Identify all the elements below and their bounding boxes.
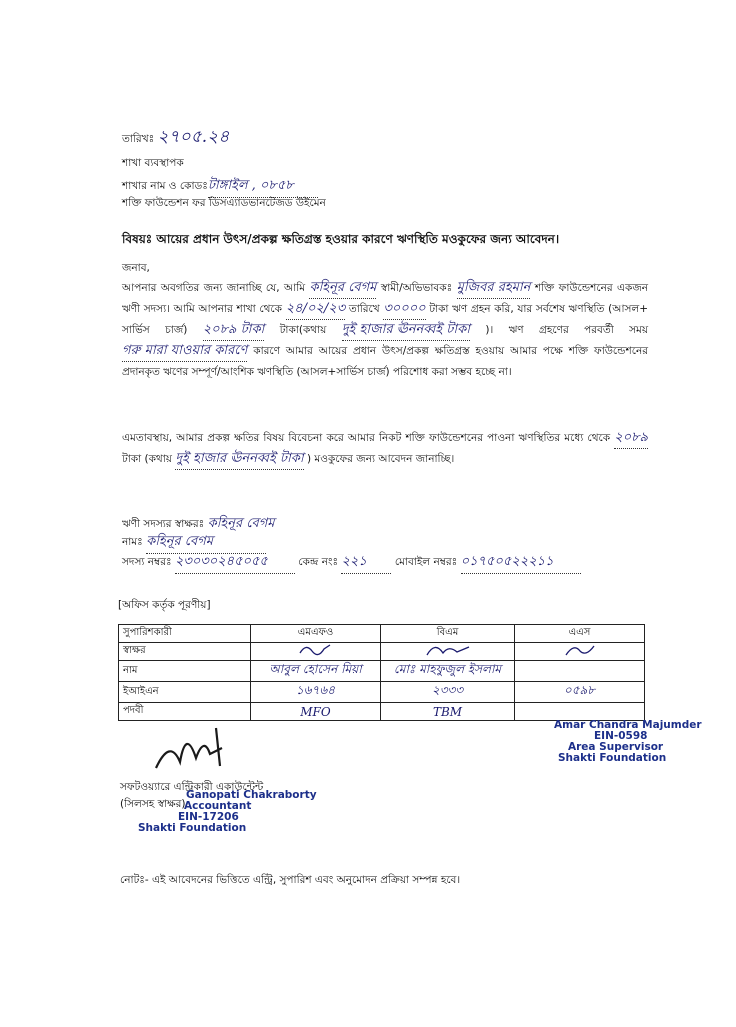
name-cell: মোঃ মাহফুজুল ইসলাম xyxy=(381,661,515,682)
center-value: ২২১ xyxy=(341,552,391,574)
table-row xyxy=(119,625,645,643)
stamp-line: EIN-17206 xyxy=(178,811,239,823)
p1-text-a: আপনার অবগতির জন্য জানাচ্ছি যে, আমি xyxy=(122,282,306,294)
p2-text-a: এমতাবস্থায়, আমার প্রকল্প ক্ষতির বিষয় বিবেচনা করে আমার নিকট শক্তি ফাউন্ডেশনের পাওনা ঋণস্থিতির মধ্যে থেকে xyxy=(122,432,611,444)
member-name-label: নামঃ xyxy=(122,536,143,548)
balance-filled: ২০৮৯ টাকা xyxy=(203,320,265,341)
signature-cell xyxy=(251,643,381,661)
p1-text-h: কারণে আমার আয়ের প্রধান উৎস/প্রকল্প ক্ষতিগ্রস্ত হওয়ায় আমার পক্ষে শক্তি ফাউন্ডেশনের প্রদানকৃত ঋণের সম্পূর্ণ/আংশিক ঋণস্থিতি (আসল+সার্ভিস চার্জ) পরিশোধ করা সম্ভব হচ্ছে না। xyxy=(122,345,648,378)
ein-cell: ০৫৯৮ xyxy=(515,682,645,703)
recipient-title: শাখা ব্যবস্থাপক xyxy=(122,157,184,169)
date-label: তারিখঃ xyxy=(122,133,155,145)
p1-text-e: টাকা ঋণ গ্রহন করি, যার সর্বশেষ ঋণস্থিতি (আসল+ সার্ভিস চার্জ) xyxy=(122,303,649,336)
p1-text-b: স্বামী/অভিভাবকঃ xyxy=(380,282,453,294)
salutation: জনাব, xyxy=(122,262,150,274)
row-label: পদবী xyxy=(119,703,251,721)
member-signature: কহিনূর বেগম xyxy=(207,516,275,531)
branch-label: শাখার নাম ও কোডঃ xyxy=(122,180,208,192)
p1-text-d: তারিখে xyxy=(348,303,380,315)
center-label: কেন্দ্র নংঃ xyxy=(298,556,339,568)
branch-line xyxy=(122,176,318,198)
signature-mark xyxy=(560,643,600,657)
member-name-line xyxy=(122,532,266,554)
stamp-line: Shakti Foundation xyxy=(558,752,667,764)
name-cell xyxy=(515,661,645,682)
row-label: নাম xyxy=(119,661,251,682)
p2-text-c: ) মওকুফের জন্য আবেদন জানাচ্ছি। xyxy=(306,453,455,465)
waiver-words-filled: দুই হাজার ঊননব্বই টাকা xyxy=(175,449,303,470)
reason-filled: গরু মারা যাওয়ার কারণে xyxy=(122,341,247,362)
subject-text: আয়ের প্রধান উৎস/প্রকল্প ক্ষতিগ্রস্ত হওয়ার কারণে ঋণস্থিতি মওকুফের জন্য আবেদন। xyxy=(156,232,560,246)
accountant-caption-seal: (সিলসহ স্বাক্ষর) xyxy=(120,798,186,810)
table-header: সুপারিশকারী xyxy=(119,625,251,643)
row-label: স্বাক্ষর xyxy=(119,643,251,661)
paragraph-2 xyxy=(122,428,648,470)
p1-text-g: )। ঋণ গ্রহণের পরবর্তী সময় xyxy=(485,324,649,336)
footer-note: নোটঃ- এই আবেদনের ভিত্তিতে এন্ট্রি, সুপারিশ এবং অনুমোদন প্রক্রিয়া সম্পন্ন হবে। xyxy=(120,874,461,886)
stamp-line: Shakti Foundation xyxy=(138,822,247,834)
row-label: ইআইএন xyxy=(119,682,251,703)
area-supervisor-stamp xyxy=(554,720,702,764)
p1-text-c: শক্তি ফাউন্ডেশনের একজন ঋণী সদস্য। আমি আপনার শাখা থেকে xyxy=(122,282,649,315)
ein-cell: ১৬৭৬৪ xyxy=(251,682,381,703)
stamp-line: Amar Chandra Majumder xyxy=(554,719,702,731)
signature-mark xyxy=(423,643,473,657)
member-numbers-line xyxy=(122,552,581,574)
ein-cell: ২৩৩৩ xyxy=(381,682,515,703)
stamp-line: Area Supervisor xyxy=(568,741,664,753)
org-name: শক্তি ফাউন্ডেশন ফর ডিসএ্যাডভানটেজড উইমেন xyxy=(122,197,326,209)
stamp-line: EIN-0598 xyxy=(594,730,648,742)
accountant-caption: সফটওয়্যারে এন্ট্রিকারী একাউন্টেন্ট xyxy=(120,781,264,793)
table-header: এমএফও xyxy=(251,625,381,643)
table-row xyxy=(119,682,645,703)
paragraph-1 xyxy=(122,278,648,382)
branch-value: টাঙ্গাইল , ০৮৫৮ xyxy=(208,176,318,198)
accountant-signature xyxy=(150,718,240,778)
designation-cell: TBM xyxy=(381,703,515,721)
table-row xyxy=(119,643,645,661)
signature-cell xyxy=(515,643,645,661)
table-header: এএস xyxy=(515,625,645,643)
member-name-filled: কহিনূর বেগম xyxy=(309,278,376,299)
signature-cell xyxy=(381,643,515,661)
signature-mark xyxy=(296,643,336,657)
member-signature-label: ঋণী সদস্যর স্বাক্ষরঃ xyxy=(122,518,205,530)
member-no-label: সদস্য নম্বরঃ xyxy=(122,556,172,568)
designation-cell xyxy=(515,703,645,721)
member-name-value: কহিনূর বেগম xyxy=(146,532,266,554)
loan-amount-filled: ৩০০০০ xyxy=(383,299,425,320)
balance-words-filled: দুই হাজার ঊননব্বই টাকা xyxy=(342,320,470,341)
date-value: ২৭০৫.২৪ xyxy=(157,127,230,147)
office-caption: [অফিস কর্তৃক পূরণীয়] xyxy=(118,599,211,611)
member-no-value: ২৩০৩০২৪৫০৫৫ xyxy=(175,552,295,574)
accountant-stamp xyxy=(138,790,317,834)
date-line xyxy=(122,124,229,152)
waiver-amount-filled: ২০৮৯ xyxy=(614,428,648,449)
p2-text-b: টাকা (কথায় xyxy=(122,453,172,465)
stamp-line: Ganopati Chakraborty xyxy=(186,789,317,801)
loan-date-filled: ২৪/০২/২৩ xyxy=(286,299,345,320)
designation-cell: MFO xyxy=(251,703,381,721)
office-table xyxy=(118,624,645,721)
subject-label: বিষয়ঃ xyxy=(122,232,153,246)
p1-text-f: টাকা(কথায় xyxy=(279,324,327,336)
subject-line xyxy=(122,231,559,251)
table-header: বিএম xyxy=(381,625,515,643)
name-cell: আবুল হোসেন মিয়া xyxy=(251,661,381,682)
guardian-name-filled: মুজিবর রহমান xyxy=(457,278,531,299)
mobile-label: মোবাইল নম্বরঃ xyxy=(394,556,458,568)
table-row xyxy=(119,661,645,682)
stamp-line: Accountant xyxy=(184,800,252,812)
mobile-value: ০১৭৫০৫২২২১১ xyxy=(461,552,581,574)
